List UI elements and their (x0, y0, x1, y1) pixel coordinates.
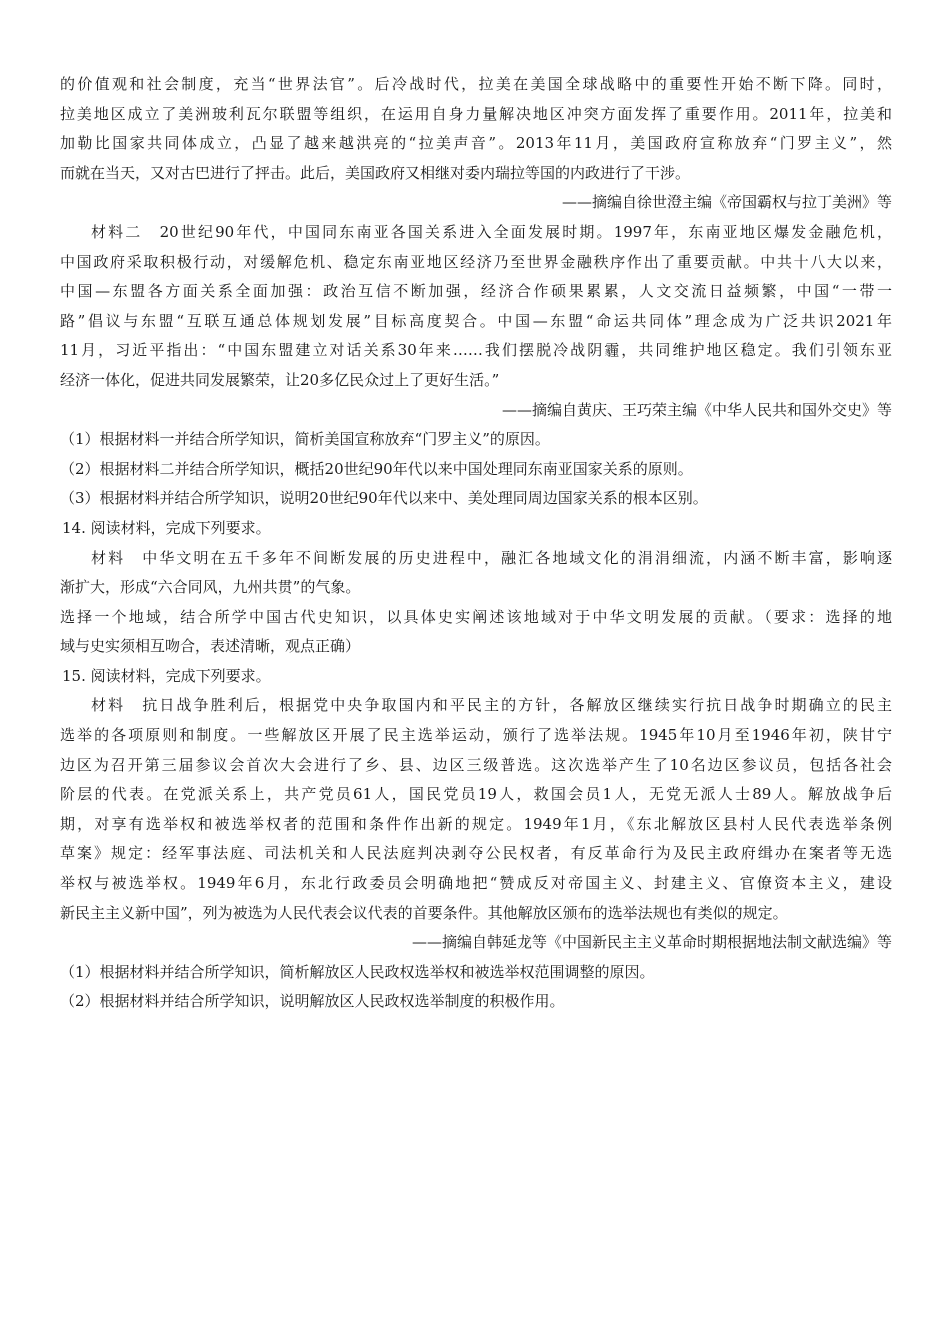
q13-material2 (60, 218, 892, 425)
sub-question: （2）根据材料二并结合所学知识，概括20世纪90年代以来中国处理同东南亚国家关系的原则。 (60, 459, 693, 478)
question-15 (60, 662, 892, 1017)
question-title: 14. 阅读材料，完成下列要求。 (62, 518, 271, 537)
paragraph-line: 加勒比国家共同体成立，凸显了越来越洪亮的“拉美声音”。2013年11月，美国政府宣称放弃“门罗主义”，然 (60, 134, 892, 153)
paragraph-line: 材料 中华文明在五千多年不间断发展的历史进程中，融汇各地域文化的涓涓细流，内涵不断丰富，影响逐 (91, 548, 892, 567)
paragraph-line: 渐扩大，形成“六合同风，九州共贯”的气象。 (60, 578, 361, 597)
paragraph-line: 选举的各项原则和制度。一些解放区开展了民主选举运动，颁行了选举法规。1945年10月至1946年初，陕甘宁 (60, 726, 892, 745)
paragraph-line: 拉美地区成立了美洲玻利瓦尔联盟等组织，在运用自身力量解决地区冲突方面发挥了重要作用。2011年，拉美和 (60, 104, 892, 123)
paragraph-line: 材料二 20世纪90年代，中国同东南亚各国关系进入全面发展时期。1997年，东南亚地区爆发金融危机， (91, 222, 892, 241)
paragraph-line: 的价值观和社会制度，充当“世界法官”。后冷战时代，拉美在美国全球战略中的重要性开始不断下降。同时， (60, 75, 892, 93)
question-14 (60, 514, 892, 662)
source-citation: ——摘编自黄庆、王巧荣主编《中华人民共和国外交史》等 (501, 400, 892, 419)
paragraph-line: 期，对享有选举权和被选举权者的范围和条件作出新的规定。1949年1月，《东北解放区县村人民代表选举条例 (60, 814, 892, 833)
exam-page (60, 70, 892, 1017)
q13-questions (60, 425, 892, 514)
paragraph-line: 中国政府采取积极行动，对缓解危机、稳定东南亚地区经济乃至世界金融秩序作出了重要贡献。中共十八大以来， (60, 252, 892, 271)
source-citation: ——摘编自徐世澄主编《帝国霸权与拉丁美洲》等 (561, 193, 892, 212)
paragraph-line: 而就在当天，又对古巴进行了抨击。此后，美国政府又相继对委内瑞拉等国的内政进行了干涉。 (60, 163, 691, 182)
paragraph-line: 草案》规定：经军事法庭、司法机关和人民法庭判决剥夺公民权者，有反革命行为及民主政府缉办在案者等无选 (60, 844, 892, 863)
paragraph-line: 举权与被选举权。1949年6月，东北行政委员会明确地把“赞成反对帝国主义、封建主义、官僚资本主义，建设 (60, 874, 892, 893)
source-citation: ——摘编自韩延龙等《中国新民主主义革命时期根据地法制文献选编》等 (411, 933, 892, 952)
paragraph-line: 材料 抗日战争胜利后，根据党中央争取国内和平民主的方针，各解放区继续实行抗日战争时期确立的民主 (91, 696, 892, 715)
sub-question: （3）根据材料并结合所学知识，说明20世纪90年代以来中、美处理同周边国家关系的根本区别。 (60, 489, 708, 508)
paragraph-line: 边区为召开第三届参议会首次大会进行了乡、县、边区三级普选。这次选举产生了10名边区参议员，包括各社会 (60, 755, 892, 774)
paragraph-line: 中国—东盟各方面关系全面加强：政治互信不断加强，经济合作硕果累累，人文交流日益频繁，中国“一带一 (60, 282, 892, 301)
sub-question: （1）根据材料一并结合所学知识，简析美国宣称放弃“门罗主义”的原因。 (60, 430, 550, 449)
q13-material1-tail (60, 70, 892, 218)
paragraph-line: 路”倡议与东盟“互联互通总体规划发展”目标高度契合。中国—东盟“命运共同体”理念成为广泛共识2021年 (60, 311, 892, 330)
paragraph-line: 经济一体化，促进共同发展繁荣，让20多亿民众过上了更好生活。” (60, 370, 500, 389)
sub-question: （1）根据材料并结合所学知识，简析解放区人民政权选举权和被选举权范围调整的原因。 (60, 962, 655, 981)
task-line: 域与史实须相互吻合，表述清晰，观点正确） (60, 637, 361, 656)
task-line: 选择一个地域，结合所学中国古代史知识，以具体史实阐述该地域对于中华文明发展的贡献。（要求：选择的地 (60, 607, 892, 626)
paragraph-line: 新民主主义新中国”，列为被选为人民代表会议代表的首要条件。其他解放区颁布的选举法规也有类似的规定。 (60, 903, 788, 922)
paragraph-line: 11月，习近平指出：“中国东盟建立对话关系30年来……我们摆脱冷战阴霾，共同维护地区稳定。我们引领东亚 (60, 341, 892, 360)
question-title: 15. 阅读材料，完成下列要求。 (62, 666, 271, 685)
paragraph-line: 阶层的代表。在党派关系上，共产党员61人，国民党员19人，救国会员1人，无党无派人士89人。解放战争后 (60, 785, 892, 804)
sub-question: （2）根据材料并结合所学知识，说明解放区人民政权选举制度的积极作用。 (60, 992, 565, 1011)
